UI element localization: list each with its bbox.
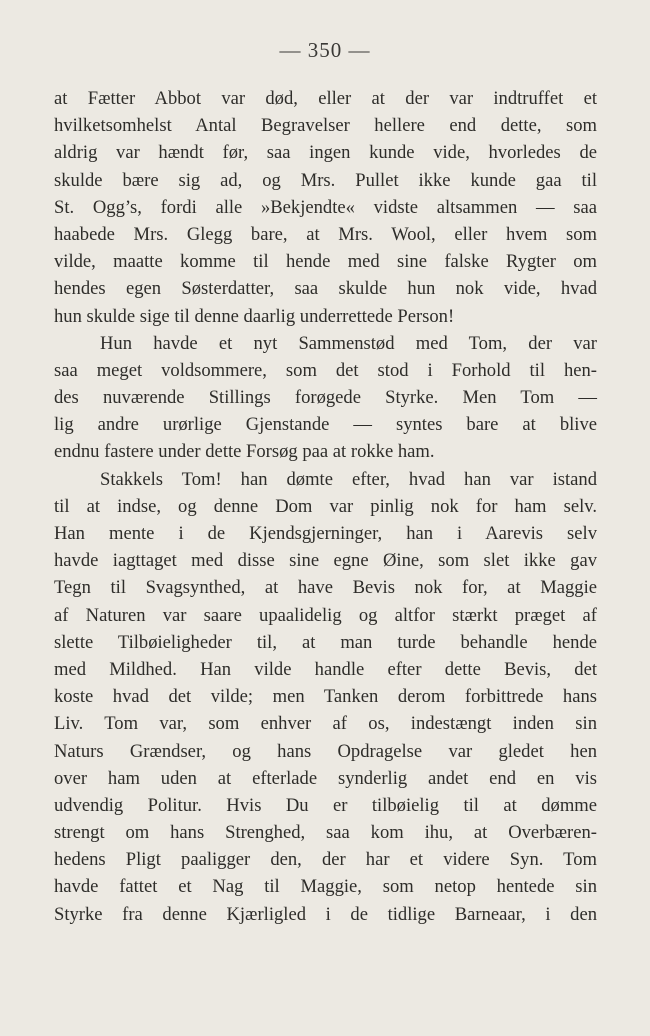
text-line: des nuværende Stillings forøgede Styrke. Men Tom — [54,387,597,409]
text-line: Stakkels Tom! han dømte efter, hvad han var istand [100,468,597,490]
text-line: Tegn til Svagsynthed, at have Bevis nok for, at Maggie [54,577,597,599]
text-line: strengt om hans Strenghed, saa kom ihu, at Overbæren- [54,822,597,844]
text-line: med Mildhed. Han vilde handle efter dette Bevis, det [54,658,597,680]
text-line: at Fætter Abbot var død, eller at der var indtruffet et [54,88,597,109]
text-line: Styrke fra denne Kjærligled i de tidlige Barneaar, i den [54,903,597,925]
text-line: slette Tilbøieligheder til, at man turde behandle hende [54,631,597,653]
text-line: haabede Mrs. Glegg bare, at Mrs. Wool, eller hvem som [54,223,597,245]
body-text [54,85,597,928]
text-line: af Naturen var saare upaalidelig og altfor stærkt præget af [54,604,597,626]
text-line: aldrig var hændt før, saa ingen kunde vide, hvorledes de [54,142,597,164]
text-line: hun skulde sige til denne daarlig underrettede Person! [54,305,455,327]
text-line: St. Ogg’s, fordi alle »Bekjendte« vidste altsammen — saa [54,196,597,218]
text-line: udvendig Politur. Hvis Du er tilbøielig til at dømme [54,794,597,816]
text-line: hendes egen Søsterdatter, saa skulde hun nok vide, hvad [54,278,597,300]
text-line: hedens Pligt paaligger den, der har et videre Syn. Tom [54,849,597,871]
text-line: havde fattet et Nag til Maggie, som netop hentede sin [54,876,597,898]
text-line: hvilketsomhelst Antal Begravelser hellere end dette, som [54,115,597,137]
text-line: Hun havde et nyt Sammenstød med Tom, der var [100,332,597,354]
text-line: Liv. Tom var, som enhver af os, indestængt inden sin [54,713,597,735]
text-line: endnu fastere under dette Forsøg paa at rokke ham. [54,441,435,463]
text-line: skulde bære sig ad, og Mrs. Pullet ikke kunde gaa til [54,169,597,191]
text-line: vilde, maatte komme til hende med sine falske Rygter om [54,251,597,273]
text-line: Naturs Grændser, og hans Opdragelse var gledet hen [54,740,597,762]
text-line: Han mente i de Kjendsgjerninger, han i Aarevis selv [54,523,597,544]
page-number: — 350 — [279,38,371,62]
text-line: havde iagttaget med disse sine egne Øine, som slet ikke gav [54,550,597,572]
text-line: lig andre urørlige Gjenstande — syntes bare at blive [54,414,597,436]
text-line: over ham uden at efterlade synderlig andet end en vis [54,767,597,789]
text-line: saa meget voldsommere, som det stod i Forhold til hen- [54,359,597,381]
text-line: til at indse, og denne Dom var pinlig nok for ham selv. [54,495,597,517]
text-line: koste hvad det vilde; men Tanken derom forbittrede hans [54,686,597,708]
